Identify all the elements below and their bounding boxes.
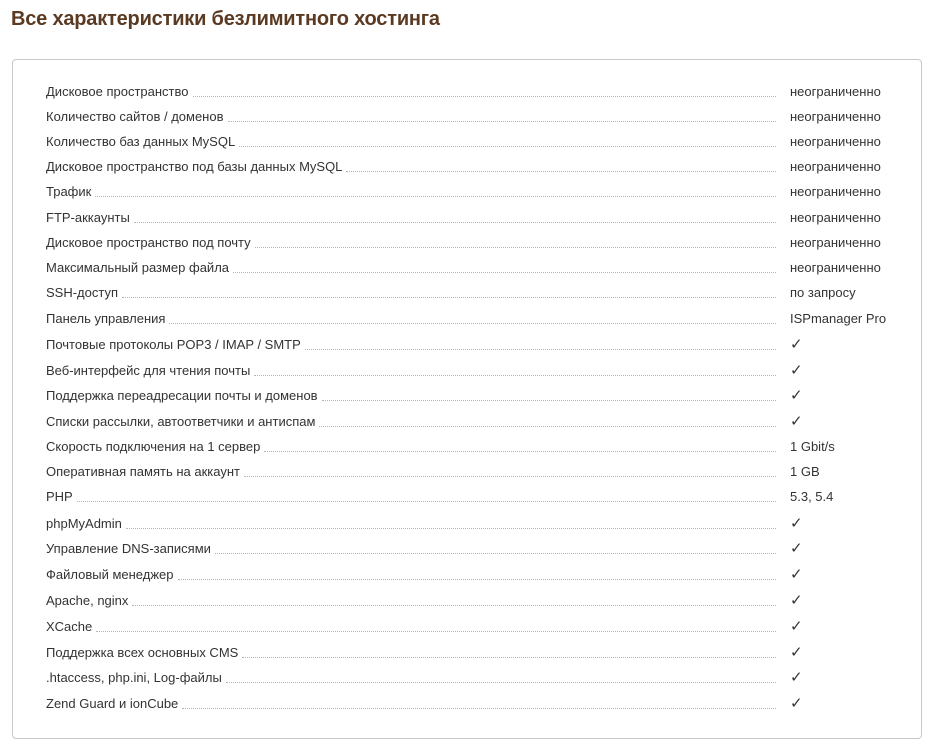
- spec-row: [46, 669, 886, 686]
- spec-label: Файловый менеджер: [46, 567, 174, 582]
- spec-value: 5.3, 5.4: [790, 489, 834, 504]
- spec-label: XCache: [46, 619, 93, 634]
- spec-value: [776, 695, 886, 712]
- spec-label: Количество баз данных MySQL: [46, 134, 236, 149]
- spec-value: ISPmanager Pro: [790, 311, 887, 326]
- check-icon: ✓: [790, 565, 803, 583]
- spec-label: Максимальный размер файла: [46, 260, 230, 275]
- spec-label: Трафик: [46, 184, 92, 199]
- spec-label: phpMyAdmin: [46, 516, 122, 531]
- spec-label: Zend Guard и ionCube: [46, 696, 179, 711]
- spec-label: .htaccess, php.ini, Log-файлы: [46, 670, 222, 685]
- leader-dots: [322, 399, 776, 401]
- spec-value: неограниченно: [790, 260, 881, 275]
- spec-value: [776, 362, 886, 379]
- spec-value: [776, 336, 886, 353]
- spec-row: [46, 109, 886, 125]
- check-icon: ✓: [790, 335, 803, 353]
- leader-dots: [346, 170, 776, 172]
- leader-dots: [244, 475, 776, 477]
- spec-row: [46, 311, 886, 327]
- spec-label: Оперативная память на аккаунт: [46, 464, 240, 479]
- spec-value: 1 Gbit/s: [790, 439, 835, 454]
- spec-value: [776, 387, 886, 404]
- leader-dots: [122, 296, 776, 298]
- check-icon: ✓: [790, 694, 803, 712]
- spec-value: [776, 669, 886, 686]
- spec-label: Панель управления: [46, 311, 166, 326]
- spec-row: [46, 336, 886, 353]
- spec-row: [46, 592, 886, 609]
- leader-dots: [95, 195, 776, 197]
- leader-dots: [134, 221, 776, 223]
- spec-row: [46, 362, 886, 379]
- spec-label: Дисковое пространство под базы данных MySQL: [46, 159, 343, 174]
- check-icon: ✓: [790, 514, 803, 532]
- spec-row: [46, 260, 886, 276]
- check-icon: ✓: [790, 361, 803, 379]
- spec-row: [46, 644, 886, 661]
- leader-dots: [182, 707, 776, 709]
- spec-row: [46, 84, 886, 100]
- spec-label: Списки рассылки, автоответчики и антиспам: [46, 414, 316, 429]
- leader-dots: [169, 322, 776, 324]
- spec-row: [46, 413, 886, 430]
- spec-row: [46, 387, 886, 404]
- spec-label: Скорость подключения на 1 сервер: [46, 439, 261, 454]
- spec-value: 1 GB: [790, 464, 820, 479]
- spec-value: неограниченно: [790, 235, 881, 250]
- spec-row: [46, 464, 886, 480]
- check-icon: ✓: [790, 412, 803, 430]
- spec-value: неограниченно: [790, 84, 881, 99]
- spec-label: Поддержка всех основных CMS: [46, 645, 239, 660]
- leader-dots: [239, 145, 776, 147]
- spec-label: Количество сайтов / доменов: [46, 109, 224, 124]
- spec-label: FTP-аккаунты: [46, 210, 130, 225]
- leader-dots: [228, 120, 777, 122]
- spec-value: [776, 592, 886, 609]
- spec-value: [776, 644, 886, 661]
- spec-row: [46, 489, 886, 505]
- spec-value: [776, 618, 886, 635]
- spec-label: Управление DNS-записями: [46, 541, 211, 556]
- spec-row: [46, 285, 886, 301]
- specs-panel: [12, 59, 922, 739]
- check-icon: ✓: [790, 591, 803, 609]
- spec-label: PHP: [46, 489, 73, 504]
- check-icon: ✓: [790, 643, 803, 661]
- page-title: Все характеристики безлимитного хостинга: [11, 8, 440, 30]
- leader-dots: [319, 425, 776, 427]
- spec-label: Веб-интерфейс для чтения почты: [46, 363, 251, 378]
- spec-row: [46, 439, 886, 455]
- spec-label: Почтовые протоколы POP3 / IMAP / SMTP: [46, 337, 301, 352]
- leader-dots: [178, 578, 777, 580]
- spec-value: [776, 413, 886, 430]
- spec-row: [46, 134, 886, 150]
- spec-row: [46, 235, 886, 251]
- spec-label: Apache, nginx: [46, 593, 129, 608]
- leader-dots: [126, 527, 776, 529]
- check-icon: ✓: [790, 539, 803, 557]
- spec-label: Дисковое пространство: [46, 84, 189, 99]
- spec-value: по запросу: [790, 285, 856, 300]
- spec-row: [46, 566, 886, 583]
- spec-value: неограниченно: [790, 159, 881, 174]
- leader-dots: [193, 95, 777, 97]
- spec-row: [46, 184, 886, 200]
- spec-value: неограниченно: [790, 134, 881, 149]
- leader-dots: [305, 348, 776, 350]
- spec-label: Поддержка переадресации почты и доменов: [46, 388, 318, 403]
- spec-value: неограниченно: [790, 210, 881, 225]
- leader-dots: [215, 552, 776, 554]
- spec-row: [46, 695, 886, 712]
- spec-row: [46, 618, 886, 635]
- spec-value: неограниченно: [790, 184, 881, 199]
- spec-value: неограниченно: [790, 109, 881, 124]
- spec-label: SSH-доступ: [46, 285, 119, 300]
- spec-row: [46, 515, 886, 532]
- leader-dots: [242, 656, 776, 658]
- leader-dots: [132, 604, 776, 606]
- spec-value: [776, 566, 886, 583]
- leader-dots: [254, 374, 776, 376]
- leader-dots: [233, 271, 776, 273]
- spec-row: [46, 159, 886, 175]
- leader-dots: [96, 630, 776, 632]
- spec-label: Дисковое пространство под почту: [46, 235, 251, 250]
- check-icon: ✓: [790, 668, 803, 686]
- leader-dots: [77, 500, 776, 502]
- leader-dots: [264, 450, 776, 452]
- check-icon: ✓: [790, 386, 803, 404]
- spec-value: [776, 540, 886, 557]
- spec-row: [46, 540, 886, 557]
- spec-row: [46, 210, 886, 226]
- leader-dots: [226, 681, 776, 683]
- check-icon: ✓: [790, 617, 803, 635]
- spec-value: [776, 515, 886, 532]
- leader-dots: [255, 246, 776, 248]
